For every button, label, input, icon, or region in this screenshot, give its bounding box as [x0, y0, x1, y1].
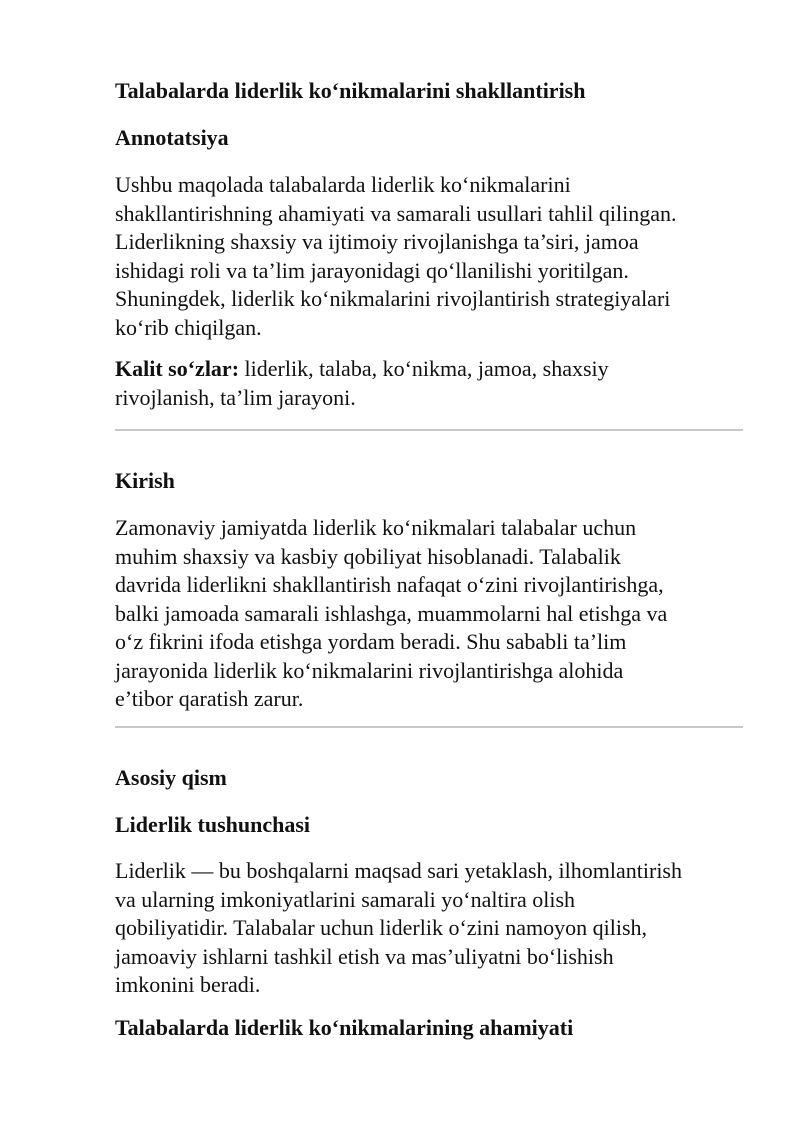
main-section-heading: Asosiy qism — [115, 765, 227, 790]
annotation-line: ishidagi roli va ta’lim jarayonidagi qo‘llanilishi yoritilgan. — [115, 257, 629, 283]
subsection-heading: Talabalarda liderlik ko‘nikmalarining ahamiyati — [115, 1015, 574, 1040]
keywords-paragraph — [115, 355, 743, 412]
keywords-text: liderlik, talaba, ko‘nikma, jamoa, shaxsiy — [239, 356, 609, 381]
introduction-line: jarayonida liderlik ko‘nikmalarini rivojlantirishga alohida — [115, 657, 624, 683]
section-divider — [115, 726, 743, 728]
annotation-line: Shuningdek, liderlik ko‘nikmalarini rivojlantirish strategiyalari — [115, 286, 671, 311]
paragraph-line: Liderlik — bu boshqalarni maqsad sari yetaklash, ilhomlantirish — [115, 858, 682, 883]
paragraph-line: imkonini beradi. — [115, 972, 261, 997]
annotation-heading: Annotatsiya — [115, 125, 229, 150]
paragraph-line: va ularning imkoniyatlarini samarali yo‘naltira olish — [115, 886, 576, 912]
introduction-line: muhim shaxsiy va kasbiy qobiliyat hisoblanadi. Talabalik — [115, 543, 621, 569]
paragraph-line: qobiliyatidir. Talabalar uchun liderlik o‘zini namoyon qilish, — [115, 915, 648, 940]
introduction-line: e’tibor qaratish zarur. — [115, 686, 304, 711]
annotation-line: Liderlikning shaxsiy va ijtimoiy rivojlanishga ta’siri, jamoa — [115, 229, 639, 254]
annotation-line: shakllantirishning ahamiyati va samarali usullari tahlil qilingan. — [115, 200, 677, 226]
leadership-concept-paragraph — [115, 857, 743, 1000]
annotation-line: Ushbu maqolada talabalarda liderlik ko‘nikmalarini — [115, 172, 571, 197]
keywords-line: rivojlanish, ta’lim jarayoni. — [115, 384, 356, 410]
subsection-heading: Liderlik tushunchasi — [115, 812, 311, 837]
introduction-line: o‘z fikrini ifoda etishga yordam beradi. Shu sababli ta’lim — [115, 629, 627, 654]
section-divider — [115, 429, 743, 431]
document-title: Talabalarda liderlik ko‘nikmalarini shakllantirish — [115, 78, 586, 103]
keywords-label: Kalit so‘zlar: — [115, 356, 240, 381]
keywords-line — [115, 355, 743, 384]
annotation-line: ko‘rib chiqilgan. — [115, 314, 262, 340]
introduction-heading: Kirish — [115, 468, 175, 493]
introduction-paragraph — [115, 514, 743, 714]
introduction-line: davrida liderlikni shakllantirish nafaqat o‘zini rivojlantirishga, — [115, 572, 664, 597]
annotation-paragraph — [115, 171, 743, 342]
introduction-line: balki jamoada samarali ishlashga, muammolarni hal etishga va — [115, 600, 668, 626]
introduction-line: Zamonaviy jamiyatda liderlik ko‘nikmalari talabalar uchun — [115, 515, 637, 540]
paragraph-line: jamoaviy ishlarni tashkil etish va mas’uliyatni bo‘lishish — [115, 943, 614, 969]
